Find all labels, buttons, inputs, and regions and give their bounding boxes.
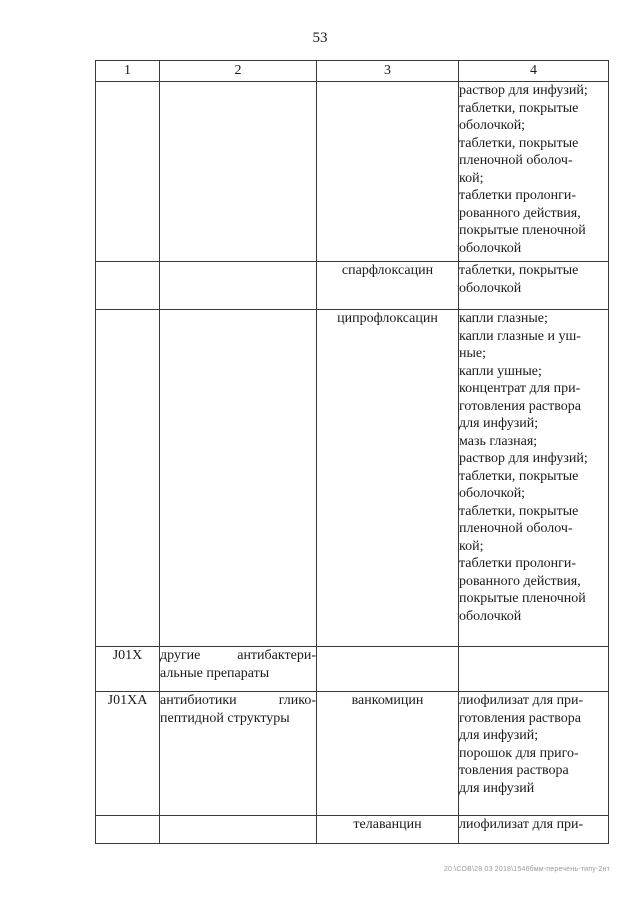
dosage-form-line: концентрат для при- — [459, 381, 581, 396]
dosage-form-cell — [459, 647, 609, 692]
atc-code-cell — [96, 82, 160, 262]
dosage-form-line: оболочкой; — [459, 118, 526, 133]
dosage-form-line: таблетки, покрытые — [459, 263, 579, 278]
header-col-2: 2 — [160, 61, 317, 82]
dosage-form-line: таблетки, покрытые — [459, 100, 579, 116]
dosage-form-line: таблетки, покрытые — [459, 468, 579, 484]
atc-code-cell: J01X — [96, 647, 160, 692]
dosage-form-line: кой; — [459, 538, 484, 554]
dosage-form-line: лиофилизат для при- — [459, 817, 584, 832]
dosage-form-line: оболочкой — [459, 608, 522, 624]
dosage-form-cell — [459, 692, 609, 816]
table-header-row — [96, 61, 609, 82]
header-col-4: 4 — [459, 61, 609, 82]
dosage-form-cell — [459, 816, 609, 844]
dosage-form-line: капли ушные; — [459, 363, 542, 379]
table-row — [96, 692, 609, 816]
dosage-form-line: капли глазные и уш- — [459, 328, 581, 344]
drug-name-cell: ципрофлоксацин — [317, 310, 459, 647]
dosage-form-line: готовления раствора — [459, 710, 581, 726]
table-row — [96, 82, 609, 262]
pharmacological-group-cell — [160, 262, 317, 310]
header-col-3: 3 — [317, 61, 459, 82]
dosage-form-line: оболочкой — [459, 280, 522, 296]
dosage-form-line: оболочкой — [459, 240, 522, 256]
drug-name-cell: ванкомицин — [317, 692, 459, 816]
dosage-form-line: раствор для инфузий; — [459, 451, 588, 466]
dosage-form-line: лиофилизат для при- — [459, 693, 584, 708]
dosage-form-cell — [459, 82, 609, 262]
atc-code-cell: J01XA — [96, 692, 160, 816]
table-row — [96, 816, 609, 844]
table-row — [96, 310, 609, 647]
drug-name-cell: телаванцин — [317, 816, 459, 844]
page-number: 53 — [312, 30, 328, 46]
pharmacological-group-cell: другие антибактери-альные препараты — [160, 647, 317, 692]
pharmacological-group-cell — [160, 310, 317, 647]
dosage-form-line: капли глазные; — [459, 311, 548, 326]
dosage-form-line: таблетки пролонги- — [459, 556, 577, 571]
dosage-form-cell — [459, 310, 609, 647]
dosage-form-line: рованного действия, — [459, 205, 581, 221]
table-row — [96, 262, 609, 310]
pharmacological-group-cell: антибиотики глико-пептидной структуры — [160, 692, 317, 816]
drug-name-cell — [317, 647, 459, 692]
drug-name-cell — [317, 82, 459, 262]
dosage-form-line: для инфузий — [459, 780, 535, 796]
dosage-form-line: раствор для инфузий; — [459, 83, 588, 98]
dosage-form-line: оболочкой; — [459, 486, 526, 501]
header-col-1: 1 — [96, 61, 160, 82]
dosage-form-line: для инфузий; — [459, 728, 539, 743]
pharmacological-group-cell — [160, 816, 317, 844]
dosage-form-cell — [459, 262, 609, 310]
dosage-form-line: пленочной оболоч- — [459, 521, 573, 536]
dosage-form-line: готовления раствора — [459, 398, 581, 414]
dosage-form-line: товления раствора — [459, 763, 569, 778]
dosage-form-line: покрытые пленочной — [459, 591, 586, 606]
dosage-form-line: кой; — [459, 170, 484, 186]
dosage-form-line: таблетки пролонги- — [459, 188, 577, 203]
table-row — [96, 647, 609, 692]
dosage-form-line: мазь глазная; — [459, 433, 538, 449]
dosage-form-line: пленочной оболоч- — [459, 153, 573, 168]
drug-list-table — [95, 60, 609, 844]
pharmacological-group-cell — [160, 82, 317, 262]
dosage-form-line: таблетки, покрытые — [459, 135, 579, 151]
dosage-form-line: рованного действия, — [459, 573, 581, 589]
dosage-form-line: покрытые пленочной — [459, 223, 586, 238]
atc-code-cell — [96, 816, 160, 844]
document-footer: 20 \СОВ\28 03 2018\1546бмм-перечень-типу-2нт — [443, 866, 610, 873]
atc-code-cell — [96, 262, 160, 310]
dosage-form-line: порошок для приго- — [459, 745, 579, 761]
dosage-form-line: для инфузий; — [459, 416, 539, 431]
atc-code-cell — [96, 310, 160, 647]
dosage-form-line: ные; — [459, 346, 487, 361]
drug-name-cell: спарфлоксацин — [317, 262, 459, 310]
dosage-form-line: таблетки, покрытые — [459, 503, 579, 519]
